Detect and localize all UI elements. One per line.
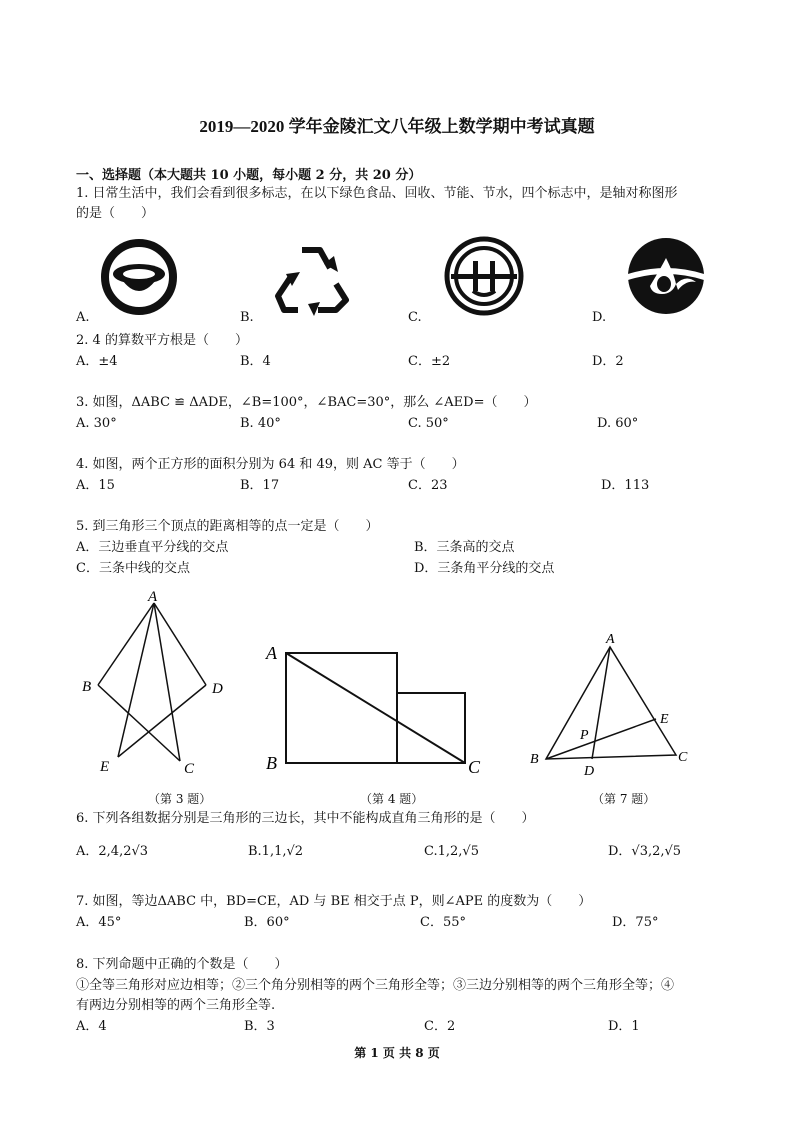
figure-3-caption: （第 3 题） (148, 792, 212, 806)
figure-7-caption: （第 7 题） (592, 792, 656, 806)
q4-option-d: D．113 (601, 478, 650, 493)
q8-statements-line1: ①全等三角形对应边相等；②三个角分别相等的两个三角形全等；③三边分别相等的两个三角形全等；④ (76, 978, 675, 993)
q7-option-d: D．75° (612, 915, 659, 930)
fig7-label-c: C (678, 750, 688, 765)
q3-option-c: C. 50° (408, 416, 449, 431)
q7-option-b: B．60° (244, 915, 290, 930)
q5-option-d: D．三条角平分线的交点 (414, 561, 555, 576)
fig3-label-d: D (212, 681, 223, 697)
q4-option-a: A．15 (76, 478, 115, 493)
q1-option-b: B. (240, 310, 254, 325)
figure-3-diagram (76, 585, 236, 785)
recycle-logo-icon (274, 242, 354, 316)
fig3-label-c: C (184, 761, 195, 777)
q7-option-a: A．45° (76, 915, 122, 930)
q2-option-c: C．±2 (408, 354, 451, 369)
q6-stem: 6. 下列各组数据分别是三角形的三边长，其中不能构成直角三角形的是（ ） (76, 811, 535, 826)
q3-option-b: B. 40° (240, 416, 281, 431)
fig7-label-a: A (606, 632, 615, 647)
fig3-label-b: B (82, 679, 92, 695)
figure-4-caption: （第 4 题） (360, 792, 424, 806)
q8-option-c: C．2 (424, 1019, 456, 1034)
q6-option-a: A．2,4,2√3 (76, 844, 149, 859)
q1-stem-line1: 1. 日常生活中，我们会看到很多标志，在以下绿色食品、回收、节能、节水，四个标志中，是轴对称图形 (76, 186, 678, 201)
q8-option-a: A．4 (76, 1019, 107, 1034)
q7-option-c: C．55° (420, 915, 466, 930)
energy-saving-logo-icon (443, 235, 525, 317)
page-footer: 第 1 页 共 8 页 (354, 1046, 440, 1060)
q8-option-d: D．1 (608, 1019, 640, 1034)
q1-stem-line2: 的是（ ） (76, 206, 155, 221)
q2-option-d: D．2 (592, 354, 624, 369)
fig4-label-c: C (468, 757, 481, 777)
q2-stem: 2. 4 的算数平方根是（ ） (76, 333, 248, 348)
fig7-label-b: B (530, 752, 539, 767)
q3-option-a: A. 30° (76, 416, 117, 431)
fig7-label-p: P (580, 728, 589, 743)
fig7-label-e: E (660, 712, 669, 727)
q8-statements-line2: 有两边分别相等的两个三角形全等. (76, 998, 276, 1013)
q1-option-a: A. (76, 310, 90, 325)
q5-option-b: B．三条高的交点 (414, 540, 515, 555)
q8-stem: 8. 下列命题中正确的个数是（ ） (76, 957, 288, 972)
q2-option-a: A．±4 (76, 354, 118, 369)
q6-option-c: C.1,2,√5 (424, 844, 479, 859)
q7-stem: 7. 如图，等边ΔABC 中，BD=CE，AD 与 BE 相交于点 P，则∠APE 的度数为（ ） (76, 894, 592, 909)
section-heading: 一、选择题（本大题共 10 小题，每小题 2 分，共 20 分） (76, 168, 422, 183)
page-title: 2019—2020 学年金陵汇文八年级上数学期中考试真题 (199, 117, 595, 136)
q8-option-b: B．3 (244, 1019, 275, 1034)
q2-option-b: B．4 (240, 354, 271, 369)
fig7-label-d: D (584, 764, 595, 779)
fig4-label-b: B (266, 753, 277, 773)
q1-option-d: D. (592, 310, 607, 325)
water-saving-logo-icon (624, 236, 708, 316)
q4-stem: 4. 如图，两个正方形的面积分别为 64 和 49，则 AC 等于（ ） (76, 457, 465, 472)
figure-7-diagram (520, 625, 700, 780)
q1-option-c: C. (408, 310, 422, 325)
q5-option-c: C．三条中线的交点 (76, 561, 190, 576)
q5-stem: 5. 到三角形三个顶点的距离相等的点一定是（ ） (76, 519, 379, 534)
q6-option-d: D．√3,2,√5 (608, 844, 682, 859)
fig4-label-a: A (266, 643, 277, 663)
q6-option-b: B.1,1,√2 (248, 844, 304, 859)
q3-option-d: D. 60° (597, 416, 639, 431)
q3-stem: 3. 如图，ΔABC ≌ ΔADE，∠B=100°，∠BAC=30°，那么 ∠AED=（ ） (76, 395, 537, 410)
green-food-logo-icon (100, 238, 178, 316)
fig3-label-a: A (148, 589, 158, 605)
q4-option-c: C．23 (408, 478, 448, 493)
q4-option-b: B．17 (240, 478, 280, 493)
q5-option-a: A．三边垂直平分线的交点 (76, 540, 229, 555)
fig3-label-e: E (100, 759, 110, 775)
figure-4-diagram (260, 635, 490, 780)
